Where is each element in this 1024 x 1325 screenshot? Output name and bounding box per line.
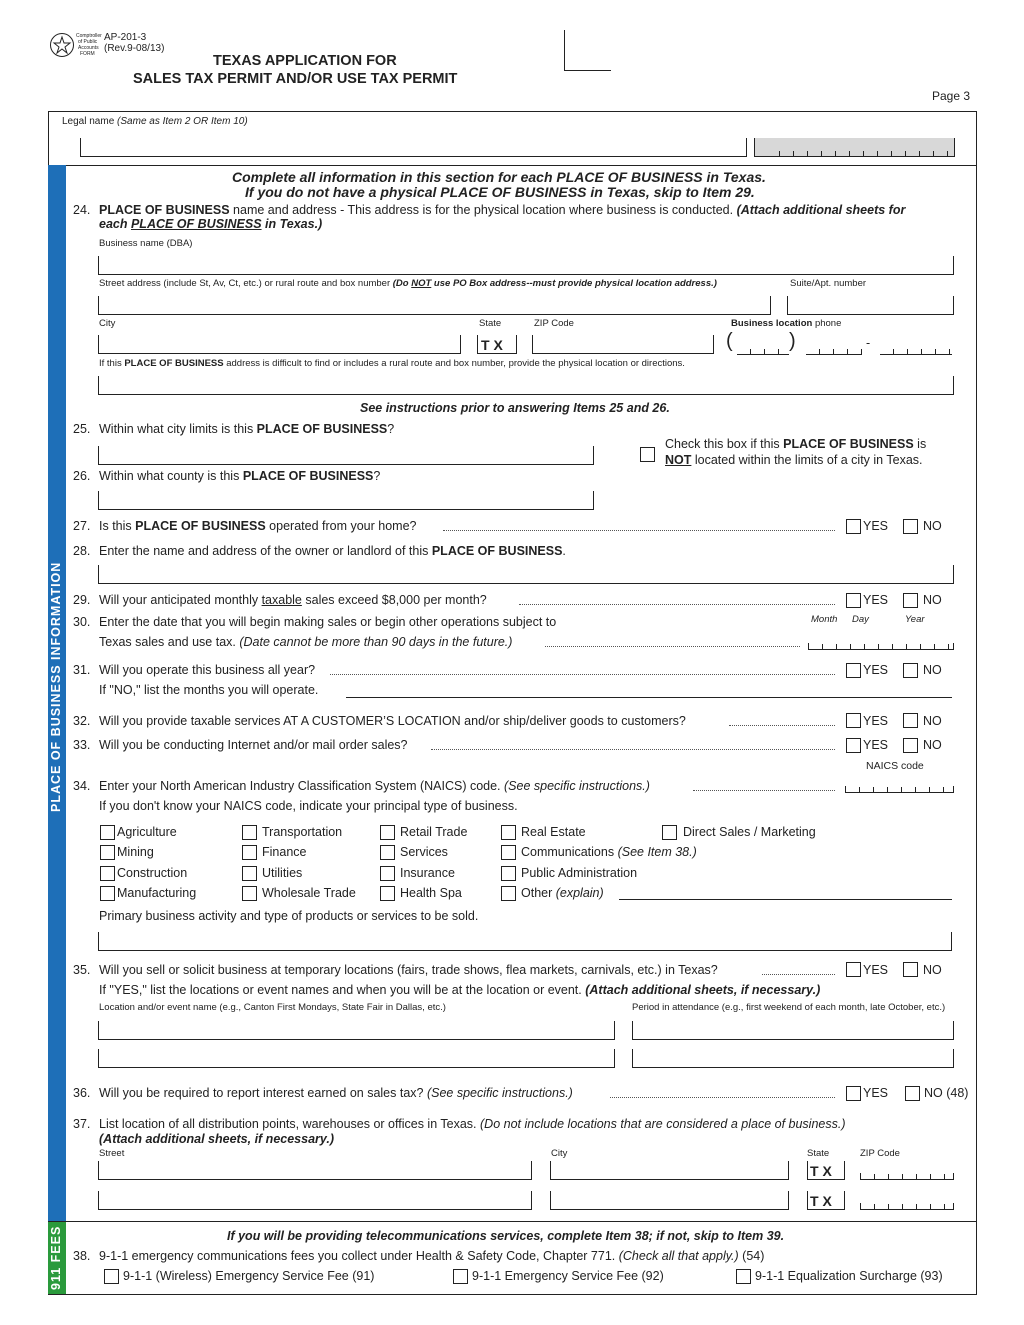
item24-number: 24. bbox=[73, 203, 91, 217]
communications-checkbox[interactable] bbox=[501, 845, 516, 860]
transportation-label: Transportation bbox=[262, 825, 343, 839]
directions-b: address is difficult to find or includes a rural route and box number, provide the physical location or directions. bbox=[223, 358, 685, 369]
item36-no-checkbox[interactable] bbox=[905, 1086, 920, 1101]
item27-no-checkbox[interactable] bbox=[903, 519, 918, 534]
directions-label bbox=[99, 358, 685, 369]
check-note-1c: is bbox=[913, 437, 927, 451]
item32-no-checkbox[interactable] bbox=[903, 713, 918, 728]
wireless-fee-label: 9-1-1 (Wireless) Emergency Service Fee (91) bbox=[123, 1269, 375, 1283]
item37-it: (Do not include locations that are considered a place of business.) bbox=[476, 1117, 846, 1131]
manufacturing-checkbox[interactable] bbox=[100, 886, 115, 901]
item26-desc: Within what county is this bbox=[99, 469, 243, 483]
street-note-b: use PO Box address--must provide physical location address.) bbox=[431, 278, 717, 289]
item38-it: (Check all that apply.) bbox=[615, 1249, 739, 1263]
item28-bold: PLACE OF BUSINESS bbox=[431, 544, 563, 558]
city-limits-field[interactable] bbox=[98, 446, 594, 465]
phone-label-bold: Business location bbox=[731, 318, 813, 329]
other-checkbox[interactable] bbox=[501, 886, 516, 901]
agriculture-label: Agriculture bbox=[117, 825, 177, 839]
item26-end: ? bbox=[373, 469, 381, 483]
item35-text: Will you sell or solicit business at temporary locations (fairs, trade shows, flea markets, carnivals, etc.) in Texas? bbox=[99, 963, 718, 977]
item28-desc: Enter the name and address of the owner or landlord of this bbox=[99, 544, 432, 558]
item29-b: sales exceed $8,000 per month? bbox=[301, 593, 487, 607]
item31-no-label: NO bbox=[923, 663, 942, 677]
mining-label: Mining bbox=[117, 845, 154, 859]
item29-no-checkbox[interactable] bbox=[903, 593, 918, 608]
item26-number: 26. bbox=[73, 469, 91, 483]
retail-trade-label: Retail Trade bbox=[400, 825, 468, 839]
legal-name-note: (Same as Item 2 OR Item 10) bbox=[117, 116, 248, 127]
street-field[interactable] bbox=[98, 296, 771, 315]
dist-street-label: Street bbox=[99, 1148, 125, 1159]
agency-line4: FORM bbox=[80, 51, 95, 57]
communications-label bbox=[521, 845, 697, 859]
other-text: Other bbox=[521, 886, 553, 900]
item36-yes-checkbox[interactable] bbox=[846, 1086, 861, 1101]
item25-bold: PLACE OF BUSINESS bbox=[256, 422, 388, 436]
item35-no-checkbox[interactable] bbox=[903, 962, 918, 977]
item31-no-checkbox[interactable] bbox=[903, 663, 918, 678]
item37-text bbox=[99, 1117, 846, 1131]
real-estate-label: Real Estate bbox=[521, 825, 586, 839]
street-label bbox=[99, 278, 717, 289]
item30-number: 30. bbox=[73, 615, 91, 629]
form-revision: (Rev.9-08/13) bbox=[104, 43, 165, 54]
item37-number: 37. bbox=[73, 1117, 91, 1131]
directions-bold: PLACE OF BUSINESS bbox=[124, 358, 224, 369]
primary-activity-field[interactable] bbox=[98, 932, 952, 951]
phone-line-number[interactable] bbox=[880, 348, 952, 355]
form-number: AP-201-3 bbox=[104, 32, 147, 43]
item37-line2: (Attach additional sheets, if necessary.) bbox=[99, 1132, 335, 1146]
directions-field[interactable] bbox=[98, 376, 954, 395]
street-note-a: (Do bbox=[392, 278, 412, 289]
form-title-2: SALES TAX PERMIT AND/OR USE TAX PERMIT bbox=[133, 71, 458, 87]
city-label: City bbox=[99, 318, 116, 329]
emergency-fee-label: 9-1-1 Emergency Service Fee (92) bbox=[472, 1269, 664, 1283]
item32-yes-checkbox[interactable] bbox=[846, 713, 861, 728]
date-day-label: Day bbox=[852, 614, 869, 625]
street-label-text: Street address (include St, Av, Ct, etc.) or rural route and box number bbox=[99, 278, 391, 289]
item30-line2-text: Texas sales and use tax. bbox=[99, 635, 236, 649]
item27-desc: Is this bbox=[99, 519, 136, 533]
item34-leader bbox=[693, 790, 835, 791]
dba-label: Business name (DBA) bbox=[99, 238, 193, 249]
retail-trade-checkbox[interactable] bbox=[380, 825, 395, 840]
item31-number: 31. bbox=[73, 663, 91, 677]
item36-yes-label: YES bbox=[863, 1086, 889, 1100]
item24-line2 bbox=[99, 217, 322, 231]
item36-desc: Will you be required to report interest earned on sales tax? bbox=[99, 1086, 424, 1100]
zip-label: ZIP Code bbox=[534, 318, 574, 329]
item27-yes-checkbox[interactable] bbox=[846, 519, 861, 534]
real-estate-checkbox[interactable] bbox=[501, 825, 516, 840]
suite-field[interactable] bbox=[787, 296, 954, 315]
phone-area-code[interactable] bbox=[737, 348, 789, 355]
item29-yes-checkbox[interactable] bbox=[846, 593, 861, 608]
check-note-2 bbox=[665, 453, 923, 467]
item29-a: Will your anticipated monthly bbox=[99, 593, 262, 607]
item25-desc: Within what city limits is this bbox=[99, 422, 257, 436]
services-checkbox[interactable] bbox=[380, 845, 395, 860]
dist-city-label: City bbox=[551, 1148, 568, 1159]
dist-state-value-2: T X bbox=[810, 1193, 832, 1209]
item36-no-label: NO (48) bbox=[924, 1086, 969, 1100]
item35-number: 35. bbox=[73, 963, 91, 977]
utilities-label: Utilities bbox=[262, 866, 303, 880]
item35-yes-label: YES bbox=[863, 963, 889, 977]
comptroller-seal-icon bbox=[50, 33, 74, 57]
phone-dash: - bbox=[866, 336, 871, 350]
item29-no-label: NO bbox=[923, 593, 942, 607]
finance-label: Finance bbox=[262, 845, 307, 859]
item25-end: ? bbox=[387, 422, 395, 436]
item31-leader bbox=[330, 674, 835, 675]
item28-end: . bbox=[562, 544, 566, 558]
mining-checkbox[interactable] bbox=[100, 845, 115, 860]
health-spa-checkbox[interactable] bbox=[380, 886, 395, 901]
directions-a: If this bbox=[99, 358, 125, 369]
item24-line2a: each bbox=[99, 217, 131, 231]
months-field[interactable] bbox=[346, 697, 952, 698]
item27-leader bbox=[443, 530, 835, 531]
item33-text: Will you be conducting Internet and/or mail order sales? bbox=[99, 738, 408, 752]
item24-line2c: in Texas.) bbox=[261, 217, 323, 231]
item35-yes-checkbox[interactable] bbox=[846, 962, 861, 977]
item33-no-label: NO bbox=[923, 738, 942, 752]
business-sidebar-label: PLACE OF BUSINESS INFORMATION bbox=[49, 561, 63, 812]
item35-no-label: NO bbox=[923, 963, 942, 977]
item26-bold: PLACE OF BUSINESS bbox=[242, 469, 374, 483]
date-year-label: Year bbox=[905, 614, 925, 625]
date-month-label: Month bbox=[811, 614, 838, 625]
legal-id-ticks bbox=[766, 150, 951, 157]
item37-desc: List location of all distribution points, warehouses or offices in Texas. bbox=[99, 1117, 477, 1131]
item24-bold: PLACE OF BUSINESS bbox=[99, 203, 230, 217]
communications-text: Communications bbox=[521, 845, 615, 859]
construction-label: Construction bbox=[117, 866, 188, 880]
check-note-1a: Check this box if this bbox=[665, 437, 784, 451]
public-admin-checkbox[interactable] bbox=[501, 866, 516, 881]
item27-text bbox=[99, 519, 416, 533]
item24-text bbox=[99, 203, 905, 217]
wireless-fee-checkbox[interactable] bbox=[104, 1269, 119, 1284]
corner-mark bbox=[564, 30, 611, 71]
zip-field[interactable] bbox=[532, 335, 714, 354]
item34-it: (See specific instructions.) bbox=[500, 779, 650, 793]
item33-leader bbox=[431, 749, 835, 750]
communications-note: (See Item 38.) bbox=[614, 845, 697, 859]
dist-state-label: State bbox=[807, 1148, 830, 1159]
state-value: T X bbox=[481, 337, 503, 353]
phone-close-paren: ) bbox=[789, 330, 796, 352]
legal-name-label-text: Legal name bbox=[62, 116, 115, 127]
item24-line2b: PLACE OF BUSINESS bbox=[130, 217, 262, 231]
other-note: (explain) bbox=[552, 886, 604, 900]
services-label: Services bbox=[400, 845, 448, 859]
other-explain-field[interactable] bbox=[619, 899, 952, 900]
section-intro-2: If you do not have a physical PLACE OF BUSINESS in Texas, skip to Item 29. bbox=[245, 184, 755, 200]
wholesale-trade-checkbox[interactable] bbox=[242, 886, 257, 901]
period-label: Period in attendance (e.g., first weekend of each month, late October, etc.) bbox=[632, 1002, 946, 1013]
county-field[interactable] bbox=[98, 491, 594, 510]
item29-number: 29. bbox=[73, 593, 91, 607]
item35-line2-it: (Attach additional sheets, if necessary.) bbox=[581, 983, 821, 997]
item36-leader bbox=[610, 1097, 835, 1098]
item25-text bbox=[99, 422, 394, 436]
emergency-fee-checkbox[interactable] bbox=[453, 1269, 468, 1284]
item33-yes-label: YES bbox=[863, 738, 889, 752]
fees-intro: If you will be providing telecommunications services, complete Item 38; if not, skip to Item 39. bbox=[227, 1229, 785, 1243]
see-instructions: See instructions prior to answering Items 25 and 26. bbox=[360, 401, 670, 415]
item34-desc: Enter your North American Industry Classification System (NAICS) code. bbox=[99, 779, 501, 793]
dist-city-field-1[interactable] bbox=[550, 1161, 789, 1180]
phone-open-paren: ( bbox=[726, 330, 733, 352]
item30-line2-it: (Date cannot be more than 90 days in the future.) bbox=[235, 635, 513, 649]
item25-number: 25. bbox=[73, 422, 91, 436]
transportation-checkbox[interactable] bbox=[242, 825, 257, 840]
agriculture-checkbox[interactable] bbox=[100, 825, 115, 840]
agency-line2: of Public bbox=[78, 39, 98, 45]
fees-sidebar-label: 911 FEES bbox=[49, 1225, 63, 1290]
period-field-1[interactable] bbox=[632, 1021, 954, 1040]
section-intro-1: Complete all information in this section for each PLACE OF BUSINESS in Texas. bbox=[232, 169, 766, 185]
legal-name-label bbox=[62, 116, 248, 127]
state-label: State bbox=[479, 318, 502, 329]
item38-code: (54) bbox=[738, 1249, 765, 1263]
dist-state-value-1: T X bbox=[810, 1163, 832, 1179]
manufacturing-label: Manufacturing bbox=[117, 886, 197, 900]
item30-line2 bbox=[99, 635, 512, 649]
agency-line3: Accounts bbox=[78, 45, 99, 51]
item33-no-checkbox[interactable] bbox=[903, 738, 918, 753]
construction-checkbox[interactable] bbox=[100, 866, 115, 881]
utilities-checkbox[interactable] bbox=[242, 866, 257, 881]
item31-text: Will you operate this business all year? bbox=[99, 663, 316, 677]
item27-yes-label: YES bbox=[863, 519, 889, 533]
item38-number: 38. bbox=[73, 1249, 91, 1263]
item33-number: 33. bbox=[73, 738, 91, 752]
item35-leader bbox=[762, 974, 835, 975]
item32-text: Will you provide taxable services AT A CUSTOMER’S LOCATION and/or ship/deliver goods to customers? bbox=[99, 714, 686, 728]
item28-number: 28. bbox=[73, 544, 91, 558]
item35-line2-text: If "YES," list the locations or event names and when you will be at the location or event. bbox=[99, 983, 582, 997]
public-admin-label: Public Administration bbox=[521, 866, 638, 880]
item29-text bbox=[99, 593, 487, 607]
item28-text bbox=[99, 544, 566, 558]
item27-number: 27. bbox=[73, 519, 91, 533]
legal-name-field[interactable] bbox=[80, 138, 747, 157]
item29-ul: taxable bbox=[261, 593, 302, 607]
check-note-1 bbox=[665, 437, 926, 451]
health-spa-label: Health Spa bbox=[400, 886, 462, 900]
location-event-field-1[interactable] bbox=[98, 1021, 615, 1040]
suite-label: Suite/Apt. number bbox=[790, 278, 867, 289]
dist-zip-field-2[interactable] bbox=[860, 1203, 954, 1210]
dist-street-field-2[interactable] bbox=[98, 1191, 532, 1210]
primary-activity-label: Primary business activity and type of products or services to be sold. bbox=[99, 909, 479, 923]
item34-text bbox=[99, 779, 650, 793]
insurance-label: Insurance bbox=[400, 866, 455, 880]
item29-leader bbox=[519, 604, 835, 605]
location-event-field-2[interactable] bbox=[98, 1049, 615, 1068]
wholesale-trade-label: Wholesale Trade bbox=[262, 886, 356, 900]
item24-attach: (Attach additional sheets for bbox=[733, 203, 906, 217]
other-label bbox=[521, 886, 604, 900]
item36-text bbox=[99, 1086, 573, 1100]
check-note-1b: PLACE OF BUSINESS bbox=[783, 437, 914, 451]
check-note-2a: NOT bbox=[665, 453, 692, 467]
dist-zip-label: ZIP Code bbox=[860, 1148, 900, 1159]
insurance-checkbox[interactable] bbox=[380, 866, 395, 881]
item36-it: (See specific instructions.) bbox=[423, 1086, 573, 1100]
dba-field[interactable] bbox=[98, 256, 954, 275]
form-title-1: TEXAS APPLICATION FOR bbox=[213, 53, 397, 69]
direct-sales-label: Direct Sales / Marketing bbox=[683, 825, 816, 839]
item27-no-label: NO bbox=[923, 519, 942, 533]
location-event-label: Location and/or event name (e.g., Canton First Mondays, State Fair in Dallas, etc.) bbox=[99, 1002, 446, 1013]
item29-yes-label: YES bbox=[863, 593, 889, 607]
item24-desc: name and address - This address is for the physical location where business is conducted. bbox=[229, 203, 734, 217]
equalization-label: 9-1-1 Equalization Surcharge (93) bbox=[755, 1269, 943, 1283]
item34-number: 34. bbox=[73, 779, 91, 793]
item27-end: operated from your home? bbox=[265, 519, 417, 533]
dist-street-field-1[interactable] bbox=[98, 1161, 532, 1180]
street-note bbox=[393, 278, 717, 289]
owner-field[interactable] bbox=[98, 565, 954, 584]
item31-yes-label: YES bbox=[863, 663, 889, 677]
naics-field[interactable] bbox=[845, 786, 954, 793]
item26-text bbox=[99, 469, 380, 483]
equalization-checkbox[interactable] bbox=[736, 1269, 751, 1284]
item36-number: 36. bbox=[73, 1086, 91, 1100]
item33-yes-checkbox[interactable] bbox=[846, 738, 861, 753]
not-in-city-checkbox[interactable] bbox=[640, 447, 655, 462]
start-date-field[interactable] bbox=[808, 643, 954, 650]
item30-leader bbox=[545, 646, 800, 647]
phone-prefix[interactable] bbox=[806, 348, 862, 355]
naics-code-label: NAICS code bbox=[866, 760, 924, 772]
page-number: Page 3 bbox=[932, 89, 971, 103]
phone-label-text: phone bbox=[812, 318, 842, 329]
item31-line2: If "NO," list the months you will operate. bbox=[99, 683, 319, 697]
dist-city-field-2[interactable] bbox=[550, 1191, 789, 1210]
item35-line2 bbox=[99, 983, 820, 997]
period-field-2[interactable] bbox=[632, 1049, 954, 1068]
item27-bold: PLACE OF BUSINESS bbox=[135, 519, 266, 533]
check-note-2b: located within the limits of a city in Texas. bbox=[691, 453, 923, 467]
agency-line1: Comptroller bbox=[76, 33, 102, 39]
item34-line2: If you don't know your NAICS code, indicate your principal type of business. bbox=[99, 799, 518, 813]
phone-label bbox=[731, 318, 841, 329]
direct-sales-checkbox[interactable] bbox=[662, 825, 677, 840]
item32-yes-label: YES bbox=[863, 714, 889, 728]
city-field[interactable] bbox=[98, 335, 461, 354]
item32-no-label: NO bbox=[923, 714, 942, 728]
dist-zip-field-1[interactable] bbox=[860, 1173, 954, 1180]
street-note-not: NOT bbox=[411, 278, 432, 289]
item30-line1: Enter the date that you will begin making sales or begin other operations subject to bbox=[99, 615, 557, 629]
item32-leader bbox=[729, 725, 835, 726]
item31-yes-checkbox[interactable] bbox=[846, 663, 861, 678]
item38-desc: 9-1-1 emergency communications fees you collect under Health & Safety Code, Chapter 771. bbox=[99, 1249, 616, 1263]
finance-checkbox[interactable] bbox=[242, 845, 257, 860]
item32-number: 32. bbox=[73, 714, 91, 728]
item38-text bbox=[99, 1249, 764, 1263]
